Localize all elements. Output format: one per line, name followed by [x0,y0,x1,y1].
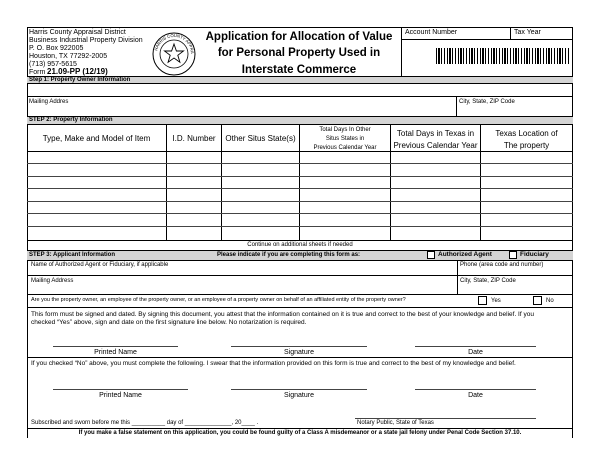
col-header-days-other: Total Days In Other [319,127,371,133]
applicant-city-field[interactable] [458,285,571,293]
step1-city-label: City, State, ZIP Code [459,99,515,105]
attest-text: This form must be signed and dated. By signing this document, you attest that the information contained on it is true and correct to the best of your knowledge and belief. If you [31,311,534,318]
step1-heading: Step 1: Property Owner Information [29,77,131,83]
owner-city-field[interactable] [457,106,571,116]
property-row[interactable] [28,214,572,226]
district-line: Harris County Appraisal District [29,29,126,36]
indicate-label: Please indicate if you are completing this form as: [217,252,361,258]
seal-logo [152,32,196,76]
col-header-id: I.D. Number [172,134,216,143]
penalty-warning: If you make a false statement on this application, you could be found guilty of a Class A misdemeanor or a state jail felony under Penal Code Section 37.10. [78,430,522,436]
title-line: for Personal Property Used in [217,47,381,59]
step1-mailing-label: Mailing Addres [29,99,69,105]
signature-line-1[interactable] [231,335,367,346]
col-header-texas-location: Texas Location of [495,129,558,138]
district-line: P. O. Box 922005 [29,45,84,52]
authorized-agent-checkbox[interactable] [427,251,435,259]
property-row[interactable] [28,164,572,176]
date-label: Date [468,392,483,399]
date-label: Date [468,349,483,356]
district-line: Houston, TX 77292-2005 [29,53,108,60]
date-line-2[interactable] [415,378,536,389]
phone-label: Phone (area code and number) [460,262,544,268]
applicant-mailing-field[interactable] [28,285,456,293]
svg-text:HARRIS COUNTY APPRAISAL DISTRI [152,32,195,54]
form-prefix: Form [29,69,46,76]
printed-name-line-1[interactable] [53,335,178,346]
account-number-label: Account Number [405,29,458,36]
affiliation-question: Are you the property owner, an employee of the property owner, or an employee of a property owner on behalf of an affiliated entity of the property owner? [31,297,406,303]
signature-label: Signature [284,392,314,399]
printed-name-label: Printed Name [99,392,142,399]
col-header-days-other: Situs States in [325,136,365,142]
step3-heading: STEP 3: Applicant Information [29,252,116,258]
district-line: (713) 957-5615 [29,61,77,68]
subscribed-sworn-line: Subscribed and sworn before me this __________ day of ______________, 20____ . [31,420,259,426]
title-line: Application for Allocation of Value [205,31,393,43]
printed-name-line-2[interactable] [53,378,188,389]
col-header-days-texas: Total Days in Texas in [396,129,475,138]
fiduciary-checkbox[interactable] [509,251,517,259]
col-header-type: Type, Make and Model of Item [42,134,151,143]
yes-checkbox[interactable] [478,296,487,305]
step3-mailing-label: Mailing Address [31,278,74,284]
property-row[interactable] [28,189,572,201]
no-checkbox[interactable] [533,296,542,305]
sworn-statement: If you checked “No” above, you must complete the following. I swear that the information provided on this form is true and correct to the best of my knowledge and belief. [31,360,516,367]
authorized-agent-label: Authorized Agent [438,251,492,258]
printed-name-label: Printed Name [94,349,137,356]
notary-signature-line[interactable] [355,407,536,418]
continue-note: Continue on additional sheets if needed [247,242,353,248]
agent-name-label: Name of Authorized Agent or Fiduciary, if applicable [31,262,169,268]
col-header-days-other: Previous Calendar Year [313,145,377,151]
yes-label: Yes [491,298,501,304]
barcode [436,48,570,64]
owner-name-field[interactable] [28,84,572,95]
title-line: Interstate Commerce [241,64,357,76]
col-header-days-texas: Previous Calendar Year [393,141,478,150]
tax-year-label: Tax Year [514,29,541,36]
seal-text: HARRIS COUNTY APPRA [153,32,196,54]
step2-heading: STEP 2: Property Information [29,117,113,123]
signature-label: Signature [284,349,314,356]
date-line-1[interactable] [415,335,536,346]
col-header-situs-states: Other Situs State(s) [225,134,296,143]
col-header-texas-location: The property [503,141,550,150]
notary-label: Notary Public, State of Texas [357,420,434,426]
property-row[interactable] [28,227,572,240]
owner-mailing-address-field[interactable] [28,106,455,116]
attest-text: checked “Yes” above, sign and date on the first signature line below. No notarization is required. [31,319,307,326]
district-line: Business Industrial Property Division [29,37,143,44]
no-label: No [546,298,554,304]
property-row[interactable] [28,177,572,188]
form-number: 21.09-PP (12/19) [47,67,108,76]
property-row[interactable] [28,202,572,213]
property-row[interactable] [28,152,572,163]
signature-line-2[interactable] [231,378,367,389]
fiduciary-label: Fiduciary [520,251,549,258]
step3-city-label: City, State, ZIP Code [460,278,516,284]
